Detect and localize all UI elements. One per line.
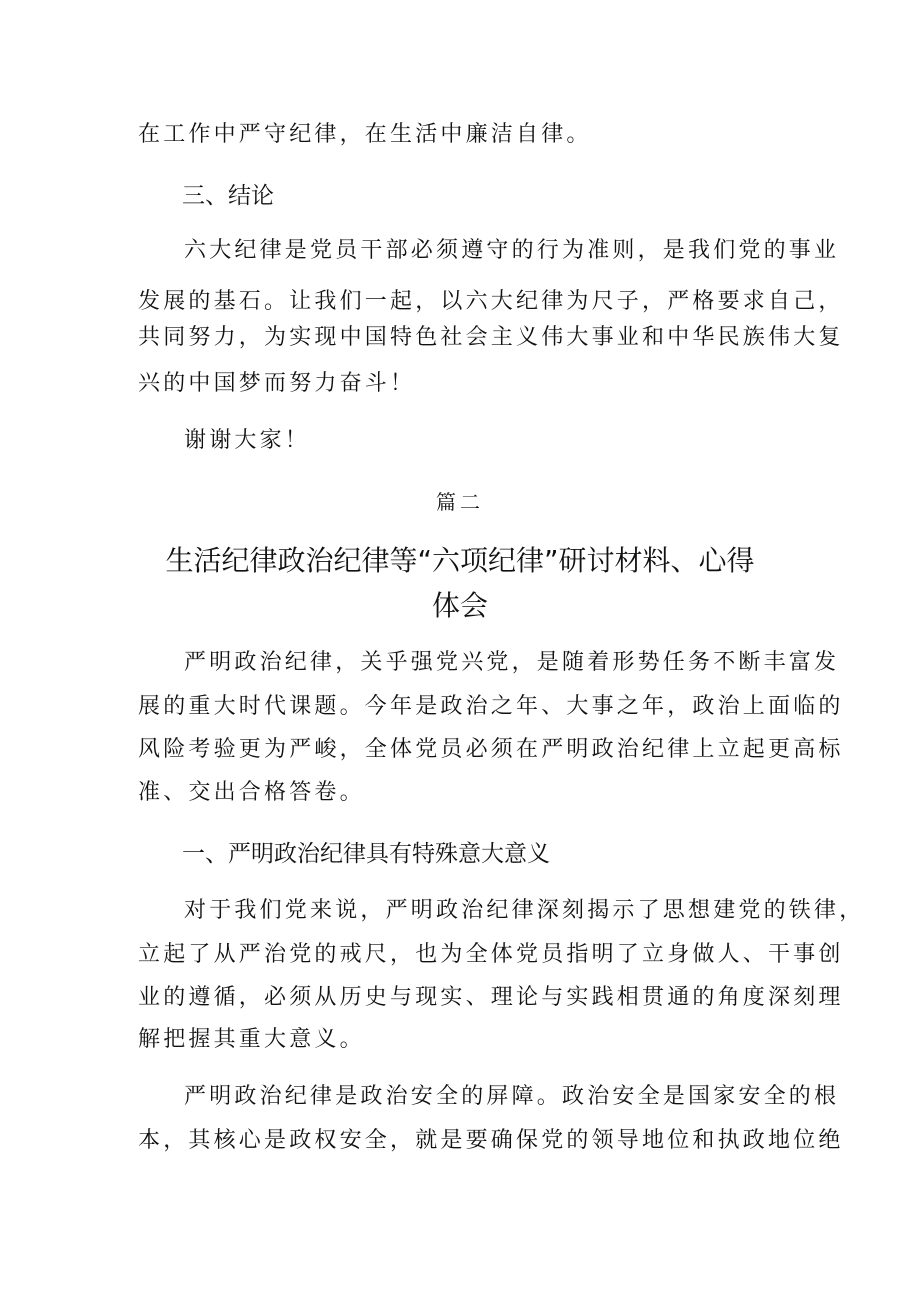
paragraph-line: 展的重大时代课题。今年是政治之年、大事之年，政治上面临的 <box>138 694 844 719</box>
paragraph-line: 六大纪律是党员干部必须遵守的行为准则，是我们党的事业 <box>184 238 840 263</box>
paragraph-line: 业的遵循，必须从历史与现实、理论与实践相贯通的角度深刻理 <box>138 985 844 1010</box>
paragraph-line: 立起了从严治党的戒尺，也为全体党员指明了立身做人、干事创 <box>138 942 844 967</box>
paragraph-line: 在工作中严守纪律，在生活中廉洁自律。 <box>138 122 592 147</box>
conclusion-heading: 三、结论 <box>182 183 274 209</box>
paragraph-line: 严明政治纪律是政治安全的屏障。政治安全是国家安全的根 <box>184 1084 840 1109</box>
paragraph-line: 共同努力，为实现中国特色社会主义伟大事业和中华民族伟大复 <box>138 325 844 350</box>
title-line: 体会 <box>431 589 488 622</box>
part-label: 篇二 <box>436 490 484 514</box>
paragraph-line: 严明政治纪律，关乎强党兴党，是随着形势任务不断丰富发 <box>184 650 840 675</box>
paragraph-line: 对于我们党来说，严明政治纪律深刻揭示了思想建党的铁律， <box>184 898 865 923</box>
thanks-line: 谢谢大家！ <box>184 428 311 453</box>
paragraph-line: 本，其核心是政权安全，就是要确保党的领导地位和执政地位绝 <box>138 1128 844 1153</box>
paragraph-line: 准、交出合格答卷。 <box>138 780 365 805</box>
paragraph-line: 兴的中国梦而努力奋斗！ <box>138 371 416 396</box>
paragraph-line: 解把握其重大意义。 <box>138 1027 365 1052</box>
paragraph-line: 风险考验更为严峻，全体党员必须在严明政治纪律上立起更高标 <box>138 737 844 762</box>
paragraph-line: 发展的基石。让我们一起，以六大纪律为尺子，严格要求自己， <box>138 289 844 314</box>
section-heading: 一、严明政治纪律具有特殊意大意义 <box>182 841 550 867</box>
title-line: 生活纪律政治纪律等“六项纪律”研讨材料、心得 <box>165 544 755 577</box>
